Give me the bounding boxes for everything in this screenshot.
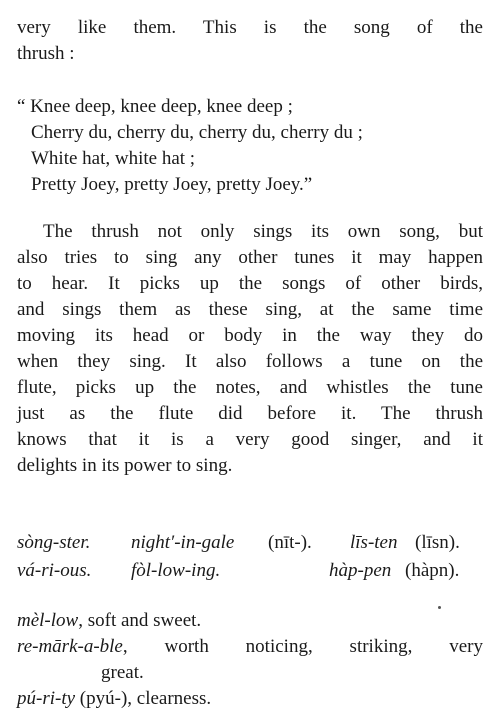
paragraph-line-3: to hear. It picks up the songs of other birds, xyxy=(17,273,483,294)
print-speck xyxy=(438,606,441,609)
vocabulary-list xyxy=(17,530,487,586)
poem-line-3: White hat, white hat ; xyxy=(31,148,196,169)
paragraph-line-8: just as the flute did before it. The thrush xyxy=(17,403,483,424)
definition-mellow xyxy=(17,608,483,634)
paragraph-line-1: The thrush not only sings its own song, but xyxy=(43,221,483,242)
vocab-word-following: fòl-low-ing. xyxy=(131,560,221,581)
vocab-pron-happen: (hàpn). xyxy=(405,560,460,581)
paragraph-line-7: flute, picks up the notes, and whistles the tune xyxy=(17,377,483,398)
vocab-pron-listen: (līsn). xyxy=(415,532,460,553)
vocab-word-happen: hàp-pen xyxy=(329,560,392,581)
definition-text: great. xyxy=(101,662,144,683)
definition-term: pú-ri-ty xyxy=(17,688,76,709)
poem-line-1: “ Knee deep, knee deep, knee deep ; xyxy=(17,96,293,117)
paragraph-line-2: also tries to sing any other tunes it may happen xyxy=(17,247,483,268)
paragraph-line-6: when they sing. It also follows a tune on the xyxy=(17,351,483,372)
definition-text: (pyú-), clearness. xyxy=(75,688,212,709)
definition-purity xyxy=(17,686,483,712)
vocab-word-listen: līs-ten xyxy=(350,532,398,553)
definition-term: re-mārk-a-ble xyxy=(17,636,123,657)
paragraph-line-9: knows that it is a very good singer, and it xyxy=(17,429,483,450)
vocab-word-songster: sòng-ster. xyxy=(17,532,91,553)
poem-line-4: Pretty Joey, pretty Joey, pretty Joey.” xyxy=(31,174,313,195)
paragraph-line-10: delights in its power to sing. xyxy=(17,455,233,476)
intro-line-1: very like them. This is the song of the xyxy=(17,17,483,38)
paragraph-line-4: and sings them as these sing, at the same time xyxy=(17,299,483,320)
definition-remarkable-continued xyxy=(17,660,483,686)
poem-line-2: Cherry du, cherry du, cherry du, cherry du ; xyxy=(31,122,363,143)
definition-text: , soft and sweet. xyxy=(78,610,202,631)
definition-text: , worth noticing, striking, very xyxy=(122,636,483,657)
definition-term: mèl-low xyxy=(17,610,79,631)
vocabulary-row-1 xyxy=(17,530,487,558)
body-paragraph xyxy=(17,219,483,479)
thrush-song-poem xyxy=(17,94,487,198)
vocab-pron-nightingale: (nīt-). xyxy=(268,532,312,553)
intro-text xyxy=(17,15,483,67)
paragraph-line-5: moving its head or body in the way they do xyxy=(17,325,483,346)
vocabulary-row-2 xyxy=(17,558,487,586)
intro-line-2: thrush : xyxy=(17,43,75,64)
vocab-word-nightingale: night′-in-gale xyxy=(131,532,235,553)
definition-remarkable xyxy=(17,634,483,660)
definitions-list xyxy=(17,608,483,712)
vocab-word-various: vá-ri-ous. xyxy=(17,560,92,581)
